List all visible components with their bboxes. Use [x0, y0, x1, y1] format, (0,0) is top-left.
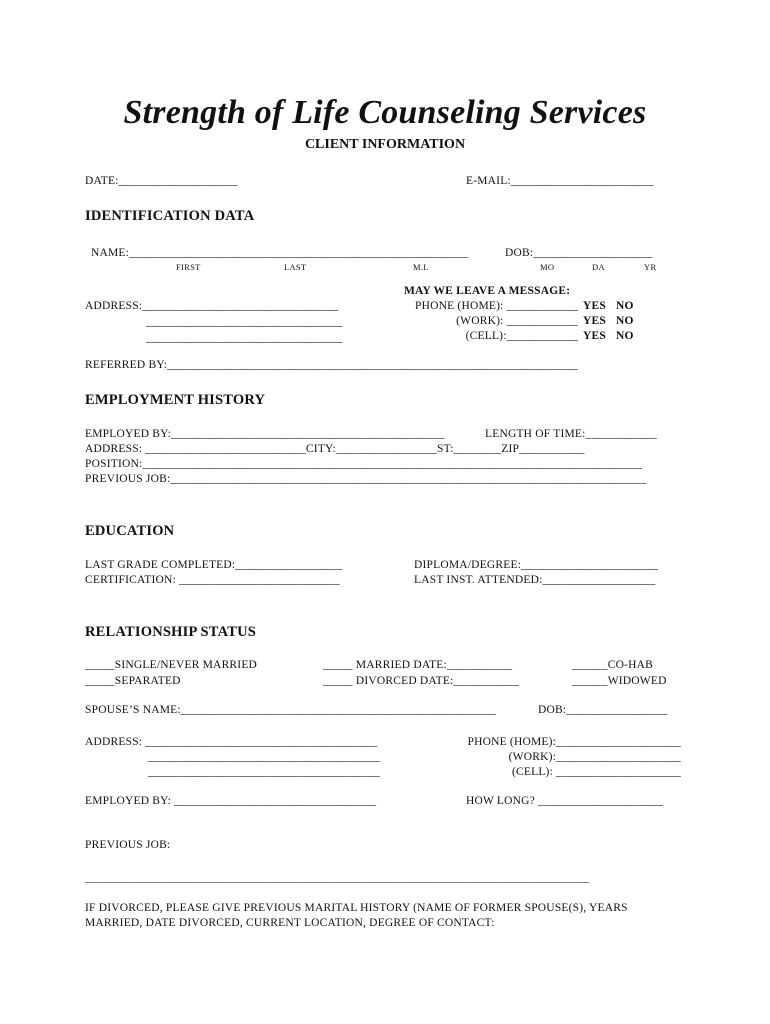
name-first-label: FIRST	[176, 262, 201, 272]
phone-cell-field[interactable]: (CELL):____________	[465, 330, 578, 342]
name-last-label: LAST	[284, 262, 307, 272]
message-heading: MAY WE LEAVE A MESSAGE:	[404, 285, 571, 297]
length-of-time-field[interactable]: LENGTH OF TIME:____________	[485, 428, 657, 440]
spouse-how-long-field[interactable]: HOW LONG? _____________________	[466, 795, 663, 807]
spouse-address-line-1[interactable]: ADDRESS: _______________________________________	[85, 736, 378, 748]
separated-option[interactable]: _____SEPARATED	[85, 675, 181, 687]
phone-home-no[interactable]: NO	[616, 300, 634, 312]
phone-cell-no[interactable]: NO	[616, 330, 634, 342]
spouse-dob-field[interactable]: DOB:_________________	[538, 704, 668, 716]
address-line-3[interactable]: _________________________________	[146, 332, 343, 344]
spouse-name-field[interactable]: SPOUSE’S NAME:_____________________________________________________	[85, 704, 497, 716]
spouse-address-line-3[interactable]: _______________________________________	[148, 766, 381, 778]
phone-home-field[interactable]: PHONE (HOME): ____________	[415, 300, 578, 312]
dob-day-label: DA	[592, 262, 605, 272]
last-grade-field[interactable]: LAST GRADE COMPLETED:__________________	[85, 559, 343, 571]
spouse-phone-cell-field[interactable]: (CELL): _____________________	[511, 766, 681, 778]
phone-work-field[interactable]: (WORK): ____________	[456, 315, 578, 327]
single-option[interactable]: _____SINGLE/NEVER MARRIED	[85, 659, 258, 671]
divorce-note-line-2: MARRIED, DATE DIVORCED, CURRENT LOCATION, DEGREE OF CONTACT:	[85, 917, 495, 929]
spouse-phone-work-field[interactable]: (WORK):_____________________	[508, 751, 681, 763]
spouse-previous-job-line[interactable]: ________________________________________________________________________________________________	[85, 873, 589, 884]
married-option[interactable]: _____ MARRIED DATE:___________	[323, 659, 513, 671]
email-field[interactable]: E-MAIL:________________________	[466, 175, 654, 187]
spouse-previous-job-label: PREVIOUS JOB:	[85, 839, 171, 851]
diploma-field[interactable]: DIPLOMA/DEGREE:_______________________	[414, 559, 658, 571]
name-field[interactable]: NAME:_________________________________________________________	[91, 247, 469, 259]
date-field[interactable]: DATE:____________________	[85, 175, 238, 187]
relationship-heading: RELATIONSHIP STATUS	[85, 624, 257, 640]
spouse-employed-by-field[interactable]: EMPLOYED BY: __________________________________	[85, 795, 377, 807]
form-subtitle: CLIENT INFORMATION	[304, 137, 466, 152]
position-field[interactable]: POSITION:____________________________________________________________________________________	[85, 458, 643, 470]
phone-cell-yes[interactable]: YES	[583, 330, 606, 342]
last-inst-field[interactable]: LAST INST. ATTENDED:___________________	[414, 574, 656, 586]
dob-year-label: YR	[644, 262, 657, 272]
divorce-note-line-1: IF DIVORCED, PLEASE GIVE PREVIOUS MARITAL HISTORY (NAME OF FORMER SPOUSE(S), YEARS	[85, 902, 628, 914]
page-title: Strength of Life Counseling Services	[123, 94, 647, 131]
spouse-address-line-2[interactable]: _______________________________________	[148, 751, 381, 763]
referred-by-field[interactable]: REFERRED BY:_____________________________________________________________________	[85, 359, 578, 371]
employed-by-field[interactable]: EMPLOYED BY:______________________________________________	[85, 428, 445, 440]
dob-month-label: MO	[540, 262, 555, 272]
identification-heading: IDENTIFICATION DATA	[85, 208, 255, 224]
address-line-1[interactable]: ADDRESS:_________________________________	[85, 300, 339, 312]
previous-job-field[interactable]: PREVIOUS JOB:________________________________________________________________________________	[85, 473, 647, 485]
certification-field[interactable]: CERTIFICATION: ___________________________	[85, 574, 340, 586]
education-heading: EDUCATION	[85, 523, 175, 539]
phone-home-yes[interactable]: YES	[583, 300, 606, 312]
name-mi-label: M.I.	[413, 262, 429, 272]
divorced-option[interactable]: _____ DIVORCED DATE:___________	[323, 675, 519, 687]
spouse-phone-home-field[interactable]: PHONE (HOME):_____________________	[467, 736, 681, 748]
phone-work-no[interactable]: NO	[616, 315, 634, 327]
cohab-option[interactable]: ______CO-HAB	[572, 659, 653, 671]
widowed-option[interactable]: ______WIDOWED	[572, 675, 667, 687]
address-line-2[interactable]: _________________________________	[146, 316, 343, 328]
dob-field[interactable]: DOB:____________________	[505, 247, 653, 259]
phone-work-yes[interactable]: YES	[583, 315, 606, 327]
employment-heading: EMPLOYMENT HISTORY	[85, 392, 266, 408]
employer-address-field[interactable]: ADDRESS: ___________________________CITY:_________________ST:________ZIP___________	[85, 443, 585, 455]
